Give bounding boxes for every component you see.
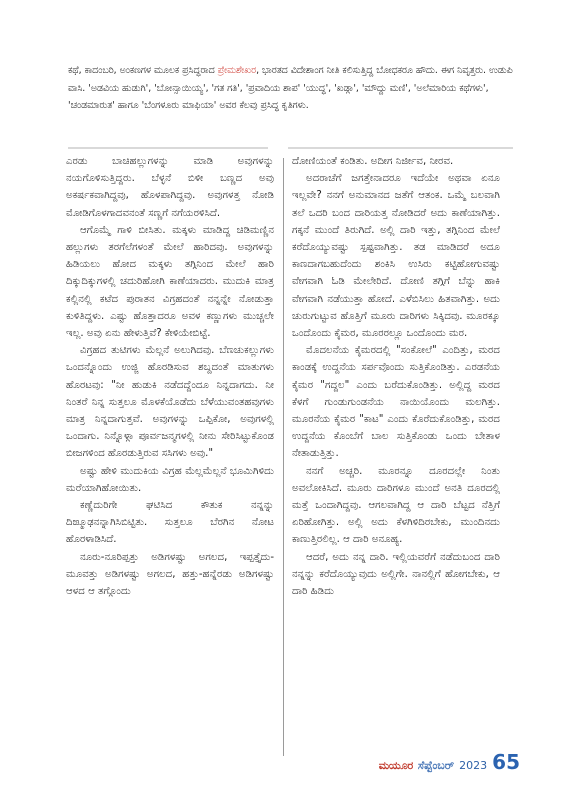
paragraph: ಆದರೆ, ಅದು ನನ್ನ ದಾರಿ. ಇಲ್ಲಿಯವರೆಗೆ ನಡೆದುಬಂದ ದಾರಿ ನನ್ನನ್ನು ಕರೆದೊಯ್ಯುವುದು ಅಲ್ಲಿಗೇ. ನಾನಲ್ಲಿಗೆ ಹೋಗಬೇಕು, ಆ ದಾರಿ ಹಿಡಿದು (292, 551, 500, 598)
intro-text-after: , ಭಾರತದ ವಿದೇಶಾಂಗ ನೀತಿ ಕಲಿಸುತ್ತಿದ್ದ ಬೋಧಕರೂ ಹೌದು. ಈಗ ನಿವೃತ್ತರು. ಉಡುಪಿ ವಾಸಿ. 'ಅಡವಿಯ ಹುಡುಗಿ', 'ಬೋನ್ಸಾಯಿಯ್ಯ', 'ಗತ ಗತಿ', 'ಪ್ರವಾದಿಯ ಶಾಪ' 'ಯುದ್ಧ', 'ಖಡ್ಗಾ', 'ಮೌದ್ದು ಮಣಿ', 'ಅಲೆಮಾರಿಯ ಕಥೆಗಳು', 'ಚಂಡಮಾರುತ' ಹಾಗೂ 'ಬೆಂಗಳೂರು ಮಾಫಿಯಾ' ಅವರ ಕೆಲವು ಪ್ರಸಿದ್ಧ ಕೃತಿಗಳು. (68, 65, 513, 111)
page-footer (379, 750, 520, 774)
page-number: 65 (492, 750, 520, 774)
paragraph: ಅಷ್ಟು ಹೇಳಿ ಮುದುಕಿಯ ವಿಗ್ರಹ ಮೆಲ್ಲಮೆಲ್ಲನೆ ಭೂಮಿಗಿಳಿದು ಮರೆಯಾಗಿಹೋಯಿತು. (66, 465, 274, 494)
intro-separator (68, 147, 268, 149)
paragraph: ಮೊದಲನೆಯ ಕೈಮರದಲ್ಲಿ "ಸಂಕೋಲೆ" ಎಂದಿತ್ತು, ಮರದ ಕಾಂಡಕ್ಕೆ ಉದ್ದನೆಯ ಸರ್ಪವೊಂದು ಸುತ್ತಿಕೊಂಡಿತ್ತು. ಎರಡನೆಯ ಕೈಮರ "ಗದ್ದಲ" ಎಂದು ಬರೆದುಕೊಂಡಿತ್ತು. ಅಲ್ಲಿದ್ದ ಮರದ ಕೆಳಗೆ ಗುಂಡುಗುಂಡನೆಯ ನಾಯಿಯೊಂದು ಮಲಗಿತ್ತು. ಮೂರನೆಯ ಕೈಮರ "ಕಾಟ" ಎಂದು ಕೊರೆದುಕೊಂಡಿತ್ತು, ಮರದ ಉದ್ದನೆಯ ಕೊಂಬೆಗೆ ಬಾಲ ಸುತ್ತಿಕೊಂಡು ಒಂದು ಬೇತಾಳ ನೇತಾಡುತ್ತಿತ್ತು. (292, 345, 500, 460)
intro-text-before: ಕಥೆ, ಕಾದಂಬರಿ, ಅಂಕಣಗಳ ಮೂಲಕ ಪ್ರಸಿದ್ಧರಾದ (68, 65, 218, 76)
magazine-logo: ಮಯೂರ (378, 759, 413, 772)
paragraph: ನೂರು-ನೂರಿಪ್ಪತ್ತು ಅಡಿಗಳಷ್ಟು ಅಗಲದ, ಇಪ್ಪತ್ತೈದು-ಮೂವತ್ತು ಅಡಿಗಳಷ್ಟು ಅಗಲದ, ಹತ್ತು-ಹನ್ನೆರಡು ಅಡಿಗಳಷ್ಟು ಆಳದ ಆ ತಗ್ಗೊಂದು (66, 551, 274, 598)
intro-separator (288, 147, 513, 149)
issue-year: 2023 (459, 759, 488, 772)
issue-month: ಸೆಪ್ಟೆಂಬರ್ (417, 759, 455, 772)
paragraph: ಅದರಾಚೆಗೆ ಜಗತ್ತೇನಾದರೂ ಇದೆಯೇ ಅಥವಾ ಏನೂ ಇಲ್ಲವೇ? ನನಗೆ ಅನುಮಾನದ ಜತೆಗೆ ಆತಂಕ. ಒಮ್ಮೆ ಬಲವಾಗಿ ತಲೆ ಒದರಿ ಬಂದ ದಾರಿಯತ್ತ ನೋಡಿದರೆ ಅದು ಕಾಣೆಯಾಗಿತ್ತು. ಗಕ್ಕನೆ ಮುಂದೆ ತಿರುಗಿದೆ. ಅಲ್ಲಿ ದಾರಿ ಇತ್ತು, ತಗ್ಗಿನಿಂದ ಮೇಲೆ ಕರೆದೊಯ್ಯುವಷ್ಟು ಸ್ಪಷ್ಟವಾಗಿತ್ತು. ತಡ ಮಾಡಿದರೆ ಅದೂ ಕಾಣದಾಗಬಹುದೆಂದು ಶಂಕಿಸಿ ಉಸಿರು ಕಟ್ಟಿಹೋಗುವಷ್ಟು ವೇಗವಾಗಿ ಓಡಿ ಮೇಲೇರಿದೆ. ದೋಣಿ ತಗ್ಗಿಗೆ ಬೆನ್ನು ಹಾಕಿ ವೇಗವಾಗಿ ನಡೆಯುತ್ತಾ ಹೋದೆ. ಎಳೆಬಿಸಿಲು ಹಿತವಾಗಿತ್ತು. ಅದು ಚುರುಗುಟ್ಟುವ ಹೊತ್ತಿಗೆ ಮೂರು ದಾರಿಗಳು ಸಿಕ್ಕಿದವು. ಮೂರಕ್ಕೂ ಒಂದೊಂದು ಕೈಮರ, ಮೂರರಲ್ಲೂ ಒಂದೊಂದು ಮರ. (292, 173, 500, 340)
article-column-left (66, 153, 274, 600)
paragraph: ಎರಡು ಬಾಚಿಹಲ್ಲುಗಳನ್ನು ಮಾಡಿ ಅವುಗಳನ್ನು ನಯಗೊಳಿಸುತ್ತಿದ್ದರು. ಬೆಳ್ಳನೆ ಬಿಳೀ ಬಣ್ಣದ ಅವು ಅಕರ್ಷಕವಾಗಿದ್ದವು, ಹೊಳಪಾಗಿದ್ದವು. ಅವುಗಳತ್ತ ನೋಡಿ ಮೋಡಿಗೊಳಗಾದವನಂತೆ ಸಣ್ಣಗೆ ನಗೆಯರಳಿಸಿದೆ. (66, 156, 274, 219)
author-intro (68, 62, 516, 115)
paragraph: ದೋಣಿಯಂತೆ ಕಂಡಿತು. ಅದೀಗ ನಿರ್ಜೀವ, ನೀರವ. (292, 156, 454, 167)
paragraph: ಕಣ್ಣೆದುರಿಗೇ ಘಟಿಸಿದ ಕೌತುಕ ನನ್ನನ್ನು ದಿಙ್ಮೂಢನನ್ನಾಗಿಸಿಬಿಟ್ಟಿತು. ಸುತ್ತಲೂ ಬೆರಗಿನ ನೋಟ ಹೊರಳಾಡಿಸಿದೆ. (66, 500, 274, 546)
paragraph: ಆಗೊಮ್ಮೆ ಗಾಳಿ ಬೀಸಿತು. ಮಕ್ಕಳು ಮಾಡಿದ್ದ ಚಿಡಿಮಣ್ಣಿನ ಹಲ್ಲುಗಳು ತರಗೆಲೆಗಳಂತೆ ಮೇಲೆ ಹಾರಿದವು. ಅವುಗಳನ್ನು ಹಿಡಿಯಲು ಹೋದ ಮಕ್ಕಳು ತಗ್ಗಿನಿಂದ ಮೇಲೆ ಹಾರಿ ದಿಕ್ಕುದಿಕ್ಕುಗಳಲ್ಲಿ ಚದುರಿಹೋಗಿ ಕಾಣೆಯಾದರು. ಮುದುಕಿ ಮಾತ್ರ ಕಲ್ಲಿನಲ್ಲಿ ಕಟೆದ ಪುರಾತನ ವಿಗ್ರಹದಂತೆ ನನ್ನನ್ನೇ ನೋಡುತ್ತಾ ಕುಳಿತಿದ್ದಳು. ಎಷ್ಟು ಹೊತ್ತಾದರೂ ಅವಳ ಕಣ್ಣುಗಳು ಮುಚ್ಚಲೇ ಇಲ್ಲ. ಅವು ಏನು ಹೇಳುತ್ತಿವೆ? ಕೇಳಿಯೇಬಿಟ್ಟೆ. (66, 224, 274, 340)
article-column-right (292, 153, 500, 600)
paragraph: ವಿಗ್ರಹದ ತುಟಿಗಳು ಮೆಲ್ಲನೆ ಅಲುಗಿದವು. ಬೆಣಚುಕಲ್ಲುಗಳು ಒಂದನ್ನೊಂದು ಉಜ್ಜಿ ಹೊರಡಿಸುವ ಶಬ್ದದಂತೆ ಮಾತುಗಳು ಹೊರಟವು: "ನೀ ಹುಡುಕಿ ನಡೆದದ್ದೆಂದೂ ನಿನ್ನದಾಗದು. ನೀ ನಿಂತರೆ ನಿನ್ನ ಸುತ್ತಲೂ ಮೊಳಕೆಯೊಡೆದು ಬೆಳೆಯುವಂತಹವುಗಳು ಮಾತ್ರ ನಿನ್ನದಾಗುತ್ತವೆ. ಅವುಗಳನ್ನು ಒಪ್ಪಿಕೋ, ಅವುಗಳಲ್ಲಿ ಒಂದಾಗು. ನಿನ್ನೊಳ್ಗಾ ಪೂರ್ವಜನ್ಮಗಳಲ್ಲಿ ನೀನು ಸೇರಿಸಿಟ್ಟುಕೊಂಡ ಬೀಜಗಳಿಂದ ಹೊರಡುತ್ತಿರುವ ಸಸಿಗಳು ಅವು." (66, 345, 274, 460)
paragraph: ನನಗೆ ಅಚ್ಚರಿ. ಮೂರನ್ನೂ ದೂರದಲ್ಲೇ ನಿಂತು ಅವಲೋಕಿಸಿದೆ. ಮೂರು ದಾರಿಗಳೂ ಮುಂದೆ ಅನತಿ ದೂರದಲ್ಲಿ ಮತ್ತೆ ಒಂದಾಗಿದ್ದವು. ಆಗಲವಾಗಿದ್ದ ಆ ದಾರಿ ಬೆಟ್ಟದ ನೆತ್ತಿಗೆ ಏರಿಹೋಗಿತ್ತು. ಅಲ್ಲಿ ಅದು ಕೆಳಗಿಳಿದಿರಬೇಕು, ಮುಂದಿನದು ಕಾಣುತ್ತಿರಲಿಲ್ಲ. ಆ ದಾರಿ ಅನೂಹ್ಯ. (292, 465, 500, 546)
column-divider (283, 158, 284, 756)
author-name: ಪ್ರೇಮಶೇಖರ (217, 65, 257, 76)
